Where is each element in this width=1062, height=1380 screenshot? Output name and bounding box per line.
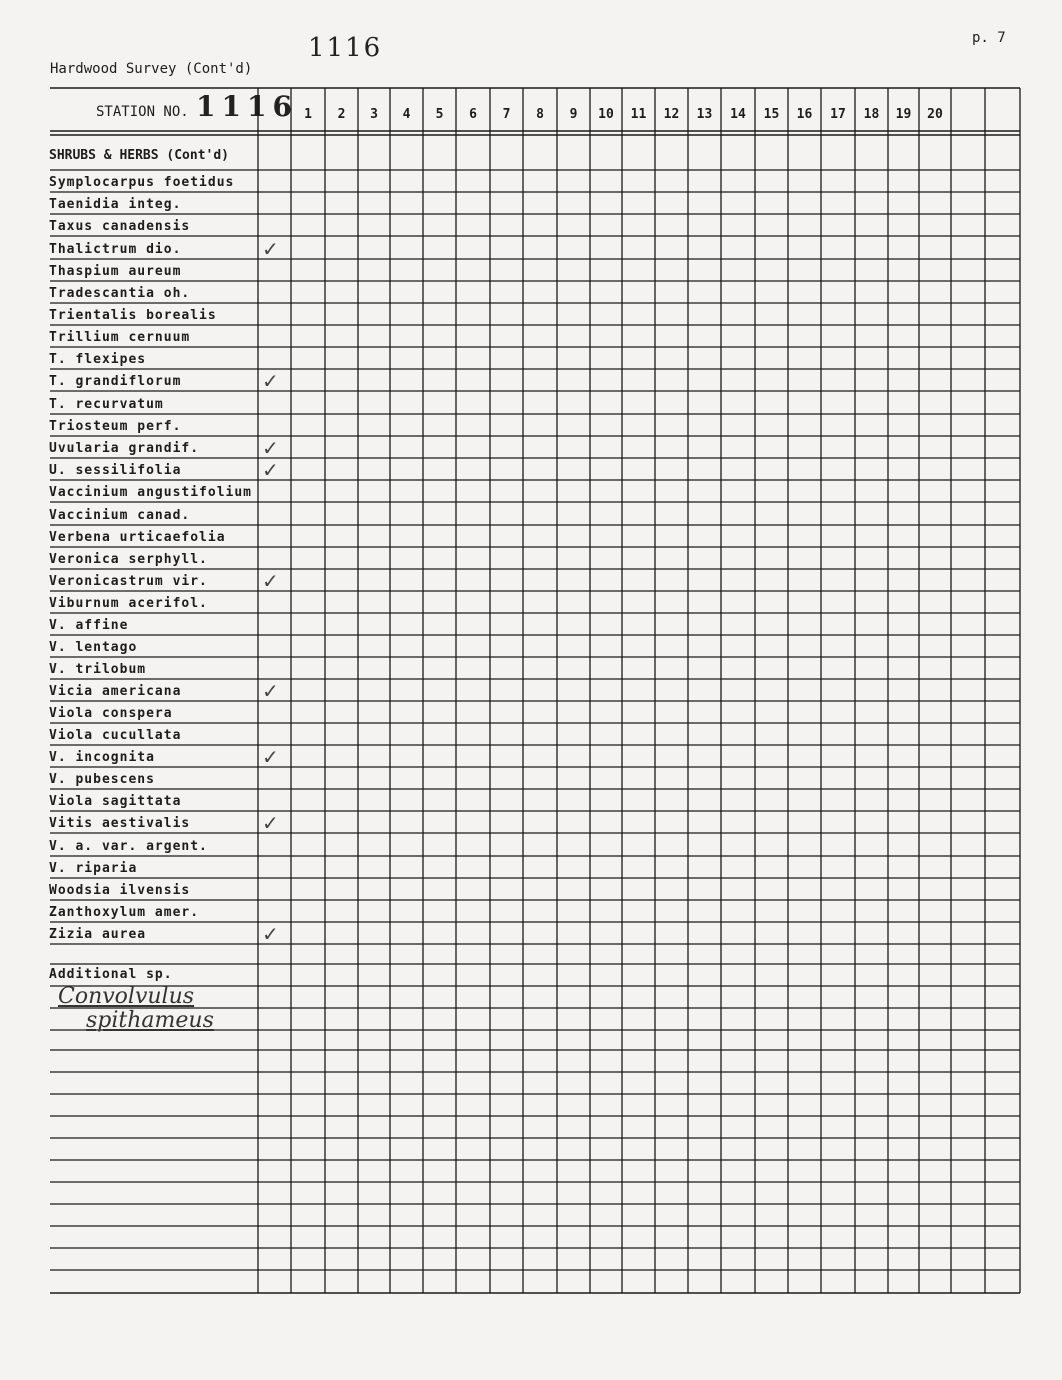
column-header: 14 [730,107,746,122]
column-header: 3 [370,107,378,122]
species-name: V. pubescens [49,772,155,787]
column-header: 7 [502,107,511,122]
species-name: Viola cucullata [49,728,182,743]
species-name: Taxus canadensis [49,219,191,234]
species-name: Zizia aurea [49,927,147,942]
species-name: Symplocarpus foetidus [49,175,235,190]
column-header: 15 [763,107,780,122]
species-name: Viola sagittata [49,794,182,809]
page-number: p. 7 [972,30,1006,46]
species-name: V. incognita [49,750,155,765]
species-name: T. recurvatum [49,397,164,412]
species-name: U. sessilifolia [49,463,182,478]
column-header: 20 [927,107,943,122]
species-name: V. a. var. argent. [49,839,208,854]
column-header: 6 [469,107,477,122]
section-heading: SHRUBS & HERBS (Cont'd) [49,148,230,163]
column-header: 18 [863,107,880,122]
column-header: 13 [696,107,713,122]
check-mark-icon: ✓ [262,569,279,593]
species-name: Trientalis borealis [49,308,217,323]
column-header: 19 [895,107,912,122]
column-header: 12 [663,107,680,122]
species-name: Veronica serphyll. [49,552,208,567]
species-name: Zanthoxylum amer. [49,905,200,920]
column-header: 11 [630,107,647,122]
check-mark-icon: ✓ [262,237,279,261]
column-header: 8 [536,107,544,122]
column-header: 2 [337,107,346,122]
species-name: T. flexipes [49,352,147,367]
species-name: Uvularia grandif. [49,441,200,456]
species-name: Trillium cernuum [49,330,191,345]
species-name: Thalictrum dio. [49,242,182,257]
column-header: 4 [402,107,411,122]
check-mark-icon: ✓ [262,369,279,393]
species-name: Triosteum perf. [49,419,182,434]
check-mark-icon: ✓ [262,811,279,835]
species-name: Tradescantia oh. [49,286,191,301]
document-title: Hardwood Survey (Cont'd) [50,61,253,77]
column-header: 5 [435,107,444,122]
column-header: 17 [830,107,846,122]
column-header: 10 [598,107,614,122]
column-header: 1 [304,107,312,122]
species-name: T. grandiflorum [49,374,182,389]
check-mark-icon: ✓ [262,458,279,482]
check-mark-icon: ✓ [262,922,279,946]
species-name: Vaccinium angustifolium [49,485,253,500]
species-name: V. lentago [49,640,138,655]
station-label: STATION NO. [96,104,189,120]
check-mark-icon: ✓ [262,745,279,769]
handwritten-entry: spithameus [86,1008,214,1033]
species-name: Viola conspera [49,706,173,721]
handwritten-entry: Convolvulus [58,984,195,1009]
species-name: V. trilobum [49,662,147,677]
station-number: 1116 [196,90,298,123]
stamp-number: 1116 [308,33,383,63]
species-name: Viburnum acerifol. [49,596,208,611]
species-name: Thaspium aureum [49,264,182,279]
species-name: Taenidia integ. [49,197,182,212]
species-name: V. riparia [49,861,138,876]
species-name: Veronicastrum vir. [49,574,208,589]
species-name: Vitis aestivalis [49,816,191,831]
species-name: Verbena urticaefolia [49,530,226,545]
species-name: V. affine [49,618,129,633]
species-name: Vaccinium canad. [49,508,191,523]
additional-label: Additional sp. [49,967,173,982]
check-mark-icon: ✓ [262,679,279,703]
check-mark-icon: ✓ [262,436,279,460]
species-name: Woodsia ilvensis [49,883,191,898]
species-name: Vicia americana [49,684,182,699]
column-header: 16 [796,107,813,122]
column-header: 9 [569,107,578,122]
